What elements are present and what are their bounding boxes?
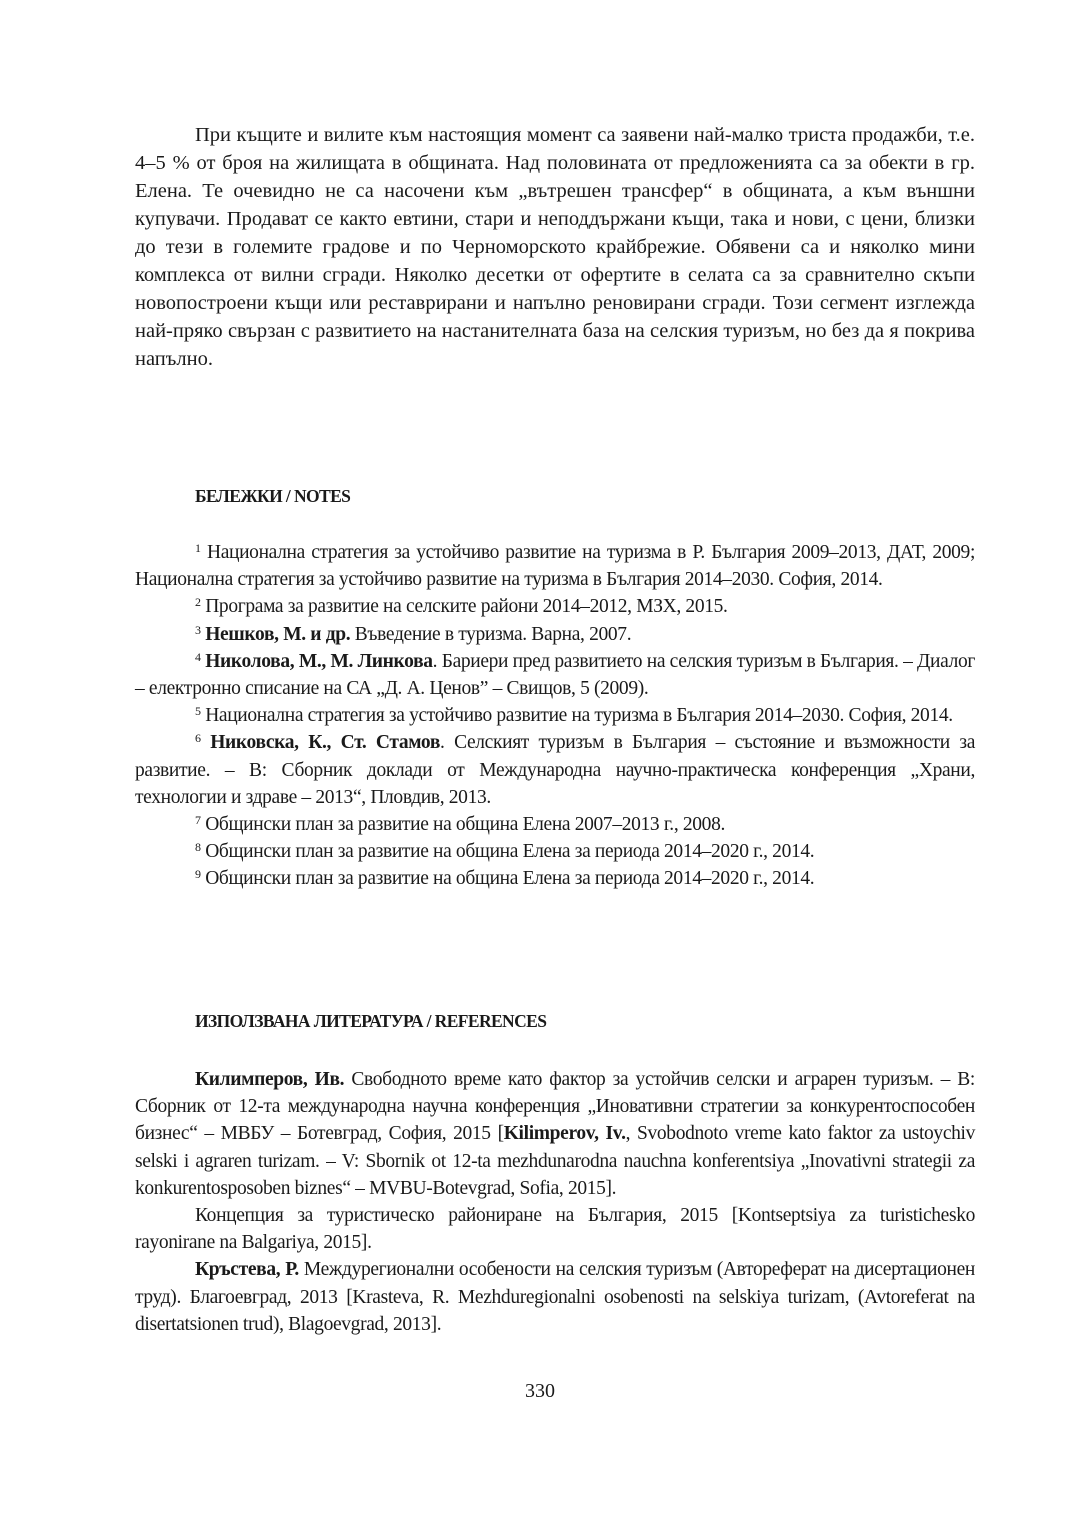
note-number: 4 bbox=[195, 649, 201, 664]
note-text: Общински план за развитие на община Елена за периода 2014–2020 г., 2014. bbox=[205, 841, 815, 863]
note-number: 2 bbox=[195, 595, 201, 610]
note-item bbox=[135, 729, 975, 811]
note-author: Нешков, М. и др. bbox=[205, 623, 351, 645]
note-item bbox=[135, 539, 975, 593]
references-list bbox=[135, 1066, 975, 1338]
reference-item bbox=[135, 1202, 975, 1256]
reference-author: Килимперов, Ив. bbox=[195, 1069, 345, 1090]
reference-text-translit: , Svobodnoto vreme kato faktor za ustoychiv selski i agraren turizam. – V: Sbornik ot 12-ta mezhdunarodna nauchna konferentsiya „Inovativni strategii za konkurentosposoben biznes“ – MVBU-Botevgrad, Sofia, 2015]. bbox=[135, 1123, 975, 1199]
reference-text: Свободното време като фактор за устойчив селски и аграрен туризъм. – В: Сборник от 12-та международна научна конференция „Иновативни стратегии за конкурентоспособен бизнес“ – МВБУ – Ботевград, София, 2015 [ bbox=[135, 1069, 975, 1145]
note-number: 6 bbox=[195, 731, 201, 746]
note-author: Николова, М., М. Линкова bbox=[205, 650, 433, 672]
reference-item bbox=[135, 1066, 975, 1202]
note-number: 8 bbox=[195, 840, 201, 855]
note-author: Никовска, К., Ст. Стамов bbox=[210, 732, 441, 754]
note-item bbox=[135, 648, 975, 702]
note-text: Национална стратегия за устойчиво развитие на туризма в Р. България 2009–2013, ДАТ, 2009; Национална стратегия за устойчиво развитие на туризма в България 2014–2030. София, 2014. bbox=[135, 542, 976, 591]
body-paragraph: При къщите и вилите към настоящия момент са заявени най-малко триста продажби, т.е. 4–5 % от броя на жилищата в общината. Над половината от предложенията са за обекти в гр. Елена. Те очевидно не са насочени към „вътрешен трансфер“ в общината, а към външни купувачи. Продават се както евтини, стари и неподдържани къщи, така и нови, с цени, близки до тези в големите градове и по Черноморското крайбрежие. Обявени са и няколко мини комплекса от вилни сгради. Няколко десетки от офертите в селата са за сравнително скъпи новопостроени къщи или реставрирани и напълно реновирани сгради. Този сегмент изглежда най-пряко свързан с развитието на настанителната база на селския туризъм, но без да я покрива напълно. bbox=[135, 124, 975, 370]
note-item bbox=[135, 865, 975, 892]
note-text: Общински план за развитие на община Елена за периода 2014–2020 г., 2014. bbox=[205, 868, 815, 890]
note-number: 3 bbox=[195, 622, 201, 637]
note-number: 1 bbox=[195, 541, 201, 555]
note-item bbox=[135, 702, 975, 729]
note-number: 9 bbox=[195, 867, 201, 882]
notes-list bbox=[135, 539, 975, 893]
reference-text: Междурегионални особености на селския туризъм (Автореферат на дисертационен труд). Благоевград, 2013 [Krasteva, R. Mezhduregionalni osobenosti na selskiya turizam, (Avtoreferat na disertatsionen trud), Blagoevgrad, 2013]. bbox=[135, 1259, 976, 1335]
note-text: . Селският туризъм в България – състояние и възможности за развитие. – В: Сборник доклади от Международна научно-практическа конференция „Храни, технологии и здраве – 2013“, Пловдив, 2013. bbox=[135, 732, 975, 808]
note-text: Национална стратегия за устойчиво развитие на туризма в България 2014–2030. София, 2014. bbox=[205, 705, 953, 727]
note-text: Програма за развитие на селските райони 2014–2012, МЗХ, 2015. bbox=[205, 596, 728, 618]
references-heading: ИЗПОЛЗВАНА ЛИТЕРАТУРА / REFERENCES bbox=[195, 1011, 547, 1031]
reference-author: Кръстева, Р. bbox=[195, 1259, 299, 1281]
note-number: 7 bbox=[195, 813, 201, 828]
reference-author-translit: Kilimperov, Iv. bbox=[503, 1123, 626, 1145]
note-number: 5 bbox=[195, 704, 201, 719]
note-item bbox=[135, 811, 975, 838]
note-text: Общински план за развитие на община Елена 2007–2013 г., 2008. bbox=[205, 814, 726, 836]
note-text: Въведение в туризма. Варна, 2007. bbox=[350, 623, 632, 645]
reference-text: Концепция за туристическо райониране на България, 2015 [Kontseptsiya za turistichesko rayonirane na Balgariya, 2015]. bbox=[135, 1205, 975, 1254]
note-item bbox=[135, 838, 975, 865]
notes-heading: БЕЛЕЖКИ / NOTES bbox=[195, 486, 351, 506]
page-number: 330 bbox=[525, 1380, 555, 1402]
note-item bbox=[135, 621, 975, 648]
note-text: . Бариери пред развитието на селския туризъм в България. – Диалог – електронно списание на СА „Д. А. Ценов” – Свищов, 5 (2009). bbox=[135, 650, 975, 700]
note-item bbox=[135, 593, 975, 620]
reference-item bbox=[135, 1256, 975, 1338]
body-text bbox=[135, 121, 975, 373]
